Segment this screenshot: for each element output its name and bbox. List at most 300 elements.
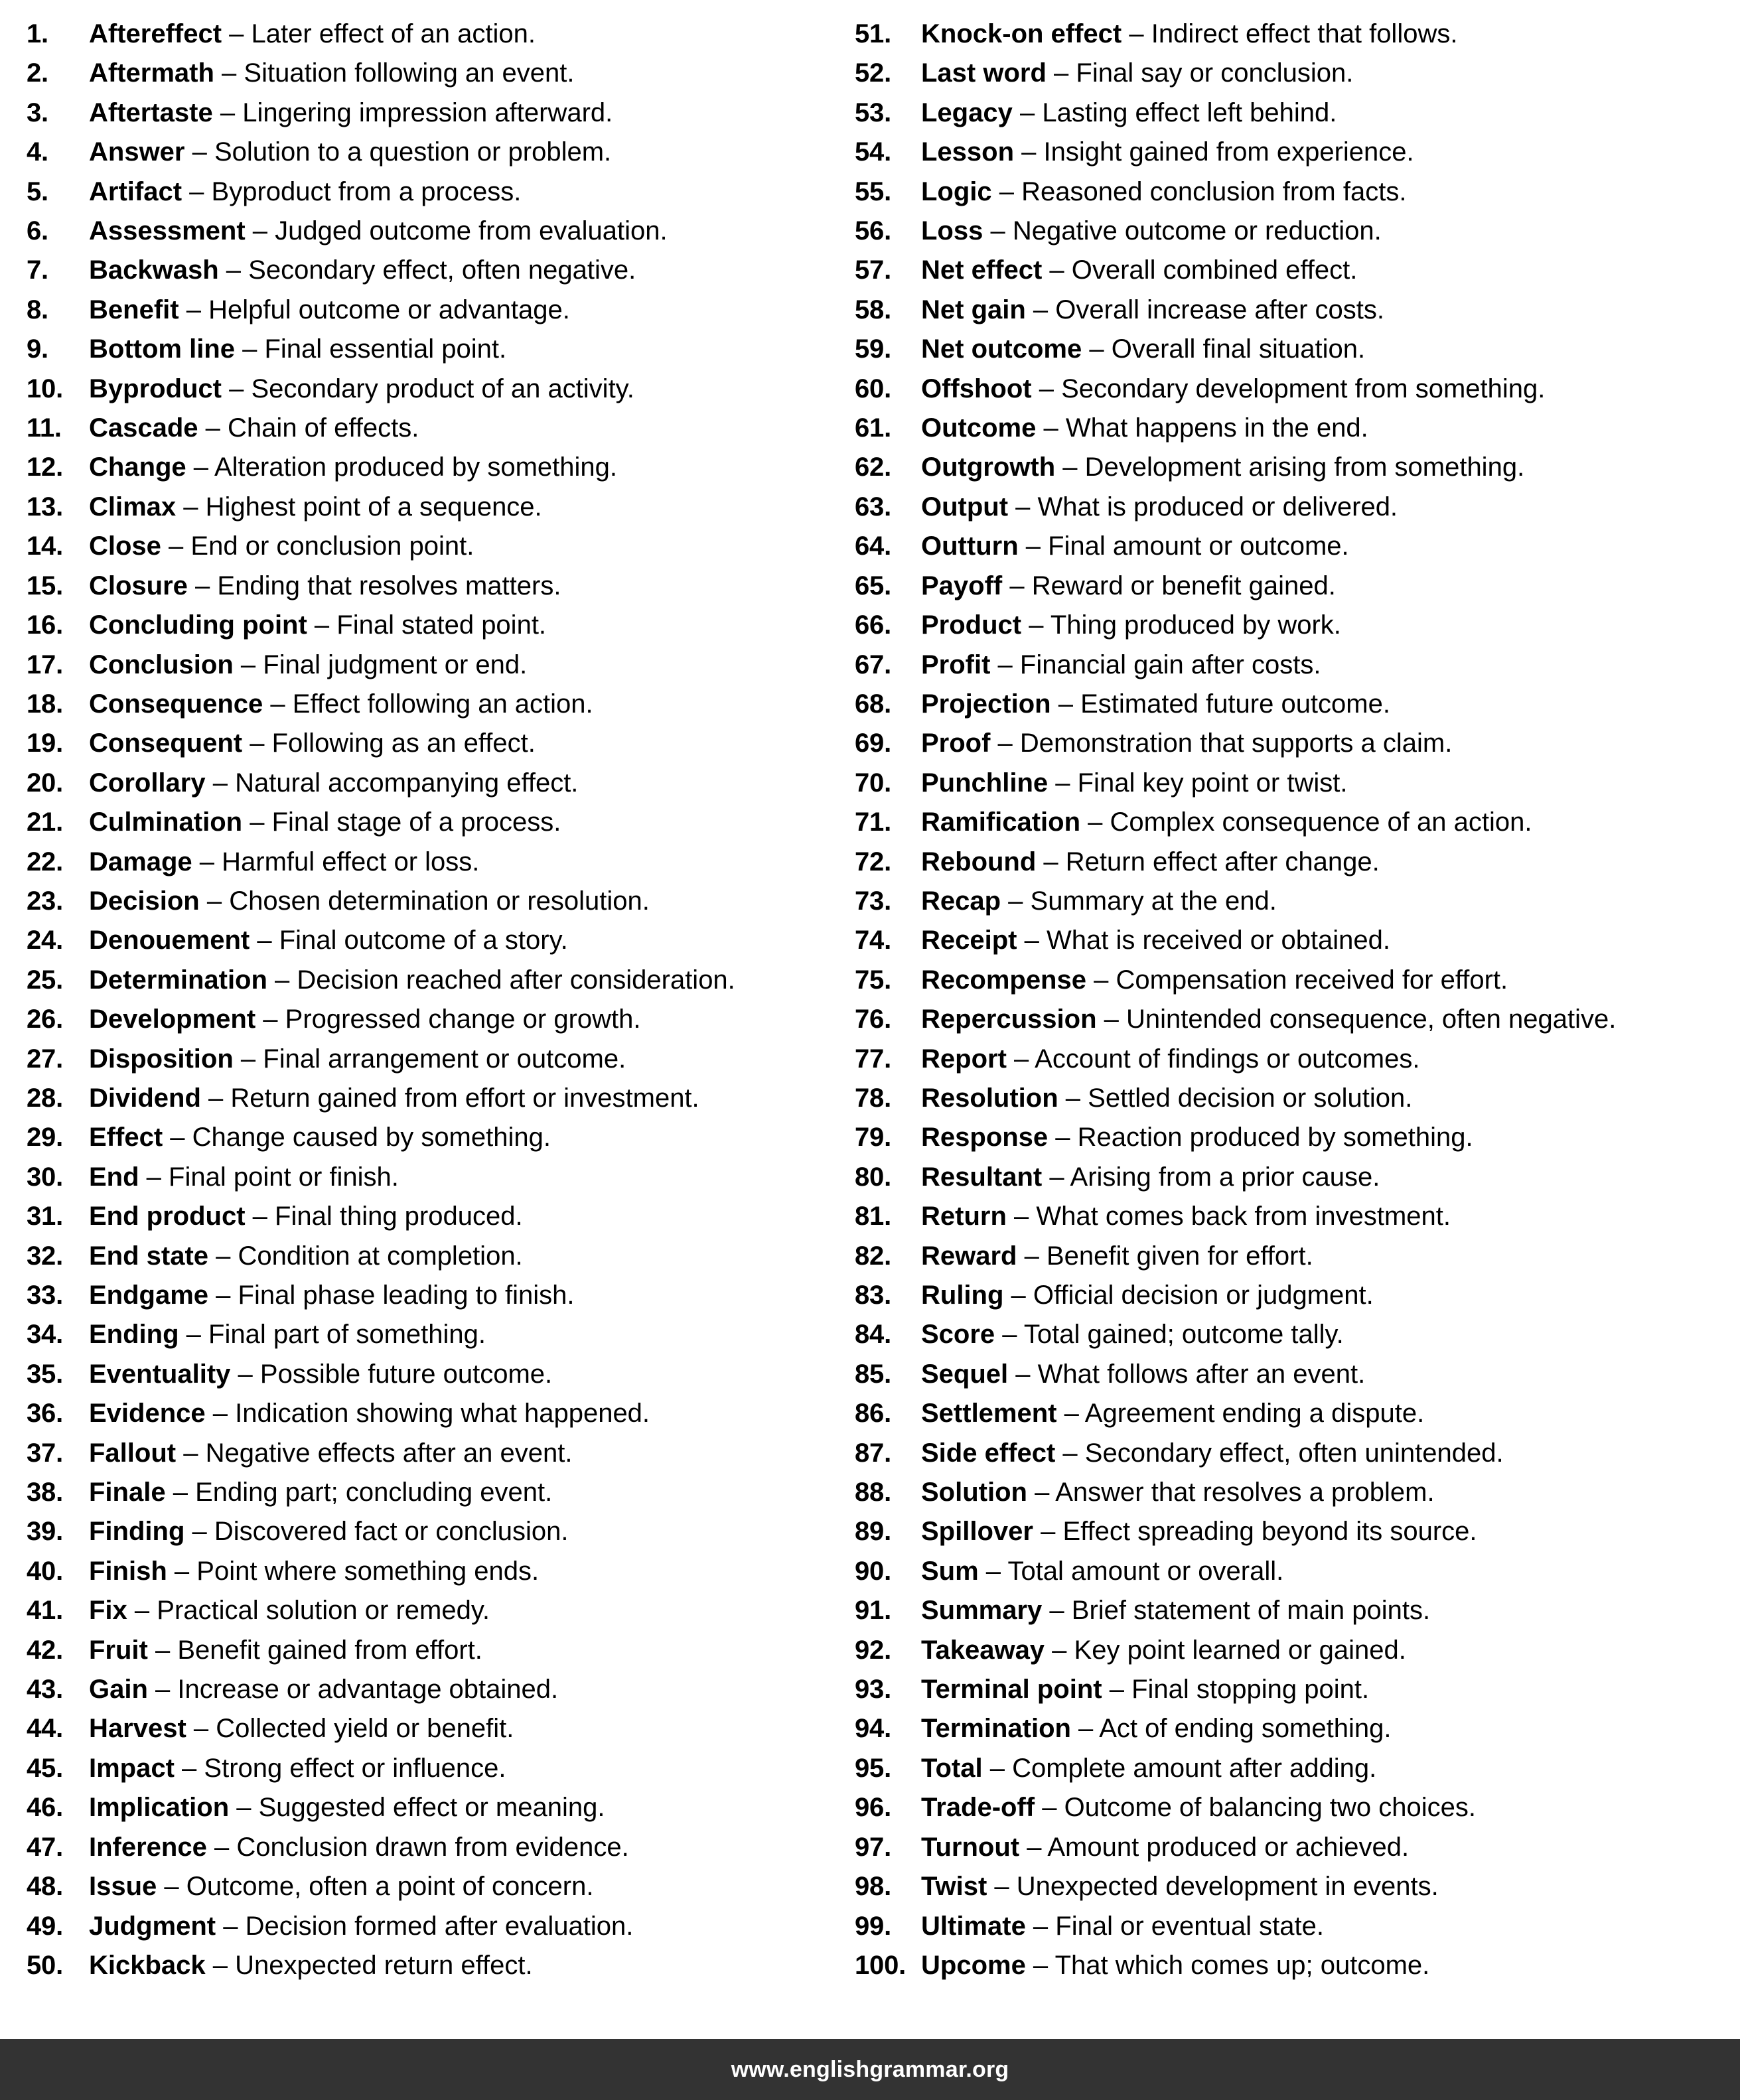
list-item	[855, 1631, 1740, 1670]
list-item-number: 12.	[27, 453, 64, 482]
list-item-number: 24.	[27, 926, 64, 955]
list-item-term: Assessment	[89, 216, 246, 246]
list-item	[855, 567, 1740, 606]
list-item	[27, 1788, 830, 1827]
list-item-separator: –	[157, 1872, 186, 1902]
list-item	[855, 764, 1740, 803]
list-item-number: 90.	[855, 1556, 892, 1586]
list-item-body	[921, 803, 1740, 842]
list-item-body	[89, 173, 830, 212]
list-item-definition: Negative effects after an event.	[205, 1438, 573, 1468]
list-item-number: 26.	[27, 1005, 64, 1034]
list-item-number: 77.	[855, 1044, 892, 1074]
list-item-definition: Helpful outcome or advantage.	[208, 295, 570, 324]
list-item-definition: Indirect effect that follows.	[1151, 19, 1458, 48]
list-item	[855, 1907, 1740, 1946]
list-item-separator: –	[1086, 965, 1116, 995]
list-item-term: Aftermath	[89, 58, 214, 88]
list-item-body	[921, 448, 1740, 487]
list-item-number: 25.	[27, 965, 64, 995]
list-item-definition: Possible future outcome.	[259, 1359, 553, 1389]
list-item-body	[89, 1670, 830, 1709]
list-item-separator: –	[1006, 1202, 1037, 1231]
list-item-number: 97.	[855, 1832, 892, 1862]
list-item-definition: Key point learned or gained.	[1074, 1635, 1406, 1665]
list-item-separator: –	[229, 1793, 259, 1823]
list-item-number: 53.	[855, 98, 892, 127]
list-item-number: 40.	[27, 1556, 64, 1586]
list-item	[27, 1709, 830, 1748]
list-item-body	[921, 1591, 1740, 1630]
list-item-body	[89, 1749, 830, 1788]
list-item-number: 1.	[27, 19, 48, 48]
list-item	[855, 448, 1740, 487]
list-item-number: 35.	[27, 1359, 64, 1389]
list-item-number: 13.	[27, 492, 64, 522]
list-item-term: Return	[921, 1202, 1007, 1231]
synonym-list-right	[855, 15, 1740, 1985]
list-item	[855, 488, 1740, 527]
list-item	[27, 843, 830, 882]
list-item-term: Artifact	[89, 176, 182, 206]
list-item	[855, 1946, 1740, 1985]
list-item-body	[89, 567, 830, 606]
list-item-term: Implication	[89, 1793, 230, 1823]
list-item-separator: –	[1027, 1478, 1056, 1507]
list-item	[27, 1000, 830, 1039]
list-item-term: Byproduct	[89, 374, 222, 403]
list-item-definition: Final say or conclusion.	[1076, 58, 1354, 88]
list-item-body	[921, 1907, 1740, 1946]
list-item-definition: Suggested effect or meaning.	[258, 1793, 605, 1823]
list-item-separator: –	[182, 176, 212, 206]
list-item-body	[89, 1118, 830, 1157]
list-item	[855, 1473, 1740, 1512]
list-item-definition: Settled decision or solution.	[1088, 1083, 1413, 1113]
list-item-definition: Byproduct from a process.	[211, 176, 522, 206]
list-item	[27, 1631, 830, 1670]
list-item	[855, 724, 1740, 763]
list-item-number: 73.	[855, 886, 892, 916]
list-item	[855, 1512, 1740, 1551]
list-item-term: Offshoot	[921, 374, 1032, 403]
list-item	[855, 1828, 1740, 1867]
list-item-number: 41.	[27, 1596, 64, 1626]
list-item-separator: –	[167, 1556, 197, 1586]
list-item-separator: –	[982, 1753, 1013, 1783]
list-item-definition: Final outcome of a story.	[279, 926, 568, 955]
list-item-body	[921, 1552, 1740, 1591]
list-item-definition: Secondary development from something.	[1061, 374, 1546, 403]
list-item-term: Ending	[89, 1320, 179, 1350]
list-item	[27, 409, 830, 448]
list-item-body	[89, 882, 830, 921]
list-item	[855, 173, 1740, 212]
list-item-body	[921, 764, 1740, 803]
list-item-term: Receipt	[921, 926, 1017, 955]
list-item-separator: –	[184, 137, 214, 167]
list-item-term: Last word	[921, 58, 1047, 88]
list-item	[855, 1867, 1740, 1906]
list-item-body	[89, 1079, 830, 1118]
list-item	[855, 212, 1740, 251]
list-item-definition: Insight gained from experience.	[1043, 137, 1414, 167]
list-item-term: Lesson	[921, 137, 1015, 167]
list-item-body	[89, 685, 830, 724]
list-item-body	[89, 1512, 830, 1551]
list-item-body	[89, 54, 830, 93]
list-item-definition: Effect spreading beyond its source.	[1062, 1517, 1477, 1547]
list-item-term: Benefit	[89, 295, 179, 324]
list-item-number: 52.	[855, 58, 892, 88]
list-item-definition: Thing produced by work.	[1050, 610, 1341, 640]
list-item-definition: Account of findings or outcomes.	[1035, 1044, 1420, 1074]
list-item-term: Total	[921, 1753, 983, 1783]
list-item-number: 88.	[855, 1478, 892, 1507]
list-item-number: 91.	[855, 1596, 892, 1626]
list-item-definition: Total amount or overall.	[1007, 1556, 1284, 1586]
list-item-body	[921, 1670, 1740, 1709]
list-item-definition: Harmful effect or loss.	[222, 847, 480, 876]
list-item-number: 99.	[855, 1911, 892, 1941]
list-item-body	[89, 843, 830, 882]
list-item-separator: –	[1002, 571, 1032, 600]
list-item-number: 69.	[855, 729, 892, 758]
list-item-body	[89, 1158, 830, 1197]
list-item-body	[89, 1788, 830, 1827]
list-item-number: 55.	[855, 176, 892, 206]
list-item-separator: –	[242, 807, 272, 837]
list-item	[27, 133, 830, 172]
list-item-number: 96.	[855, 1793, 892, 1823]
list-item-term: Bottom line	[89, 334, 235, 364]
list-item-separator: –	[206, 1832, 237, 1862]
list-item-term: Net effect	[921, 255, 1043, 285]
list-item-separator: –	[1014, 137, 1044, 167]
list-item	[27, 882, 830, 921]
list-item-term: Backwash	[89, 255, 219, 285]
list-item-term: Report	[921, 1044, 1007, 1074]
list-item-separator: –	[245, 216, 275, 246]
list-item-body	[921, 1237, 1740, 1276]
list-item-separator: –	[233, 650, 263, 679]
list-item-term: Answer	[89, 137, 185, 167]
list-item-definition: Progressed change or growth.	[285, 1005, 641, 1034]
list-item-term: Finish	[89, 1556, 167, 1586]
list-item	[855, 409, 1740, 448]
list-item-term: Corollary	[89, 768, 206, 798]
list-item-definition: Final stopping point.	[1131, 1675, 1370, 1705]
list-item-body	[921, 1709, 1740, 1748]
list-item-number: 59.	[855, 334, 892, 364]
list-item-term: Rebound	[921, 847, 1037, 876]
list-item	[855, 646, 1740, 685]
list-item-definition: Arising from a prior cause.	[1070, 1162, 1380, 1192]
list-item-body	[921, 1473, 1740, 1512]
list-item-number: 64.	[855, 531, 892, 561]
list-item-number: 17.	[27, 650, 64, 679]
list-item-number: 37.	[27, 1438, 64, 1468]
list-item-term: Output	[921, 492, 1009, 522]
list-item-body	[921, 606, 1740, 645]
list-item-definition: Point where something ends.	[196, 1556, 540, 1586]
list-item-separator: –	[263, 689, 293, 719]
list-item-term: Decision	[89, 886, 200, 916]
list-item-number: 94.	[855, 1714, 892, 1744]
list-item-separator: –	[187, 571, 218, 600]
list-item	[855, 1394, 1740, 1433]
list-item-number: 7.	[27, 255, 48, 285]
list-item-separator: –	[978, 1556, 1008, 1586]
list-item	[855, 1355, 1740, 1394]
list-item	[27, 54, 830, 93]
list-item-body	[921, 488, 1740, 527]
synonym-list-left	[27, 15, 830, 1985]
list-item-number: 70.	[855, 768, 892, 798]
list-item-definition: Unexpected return effect.	[235, 1950, 533, 1980]
list-item-body	[89, 1591, 830, 1630]
list-item-body	[921, 173, 1740, 212]
list-item-definition: Discovered fact or conclusion.	[214, 1517, 569, 1547]
list-item-term: Termination	[921, 1714, 1071, 1744]
list-item-separator: –	[1035, 1793, 1064, 1823]
list-item-body	[89, 1473, 830, 1512]
list-item-definition: What comes back from investment.	[1036, 1202, 1451, 1231]
list-item	[855, 1315, 1740, 1354]
list-item-term: Inference	[89, 1832, 207, 1862]
list-item-body	[89, 527, 830, 566]
list-item-definition: Final amount or outcome.	[1048, 531, 1349, 561]
list-item-term: Consequence	[89, 689, 263, 719]
list-item	[27, 448, 830, 487]
list-item-term: Loss	[921, 216, 983, 246]
list-item-term: Dividend	[89, 1083, 201, 1113]
list-item-body	[89, 133, 830, 172]
list-item-number: 85.	[855, 1359, 892, 1389]
list-item-number: 33.	[27, 1281, 64, 1310]
list-item-separator: –	[1051, 689, 1081, 719]
list-item-body	[89, 448, 830, 487]
list-item-body	[921, 370, 1740, 409]
list-item-definition: Demonstration that supports a claim.	[1019, 729, 1453, 758]
list-item-number: 74.	[855, 926, 892, 955]
list-item-term: End	[89, 1162, 139, 1192]
list-item-body	[89, 1276, 830, 1315]
list-item-separator: –	[1082, 334, 1112, 364]
list-item-term: Solution	[921, 1478, 1027, 1507]
list-item-separator: –	[176, 1438, 206, 1468]
list-item-definition: Collected yield or benefit.	[216, 1714, 514, 1744]
list-item-body	[89, 961, 830, 1000]
list-item	[27, 1040, 830, 1079]
list-item-definition: Financial gain after costs.	[1019, 650, 1321, 679]
list-item-definition: That which comes up; outcome.	[1054, 1950, 1430, 1980]
list-item-term: Ultimate	[921, 1911, 1026, 1941]
list-item-term: Proof	[921, 729, 991, 758]
list-item	[27, 251, 830, 290]
list-item-definition: Following as an effect.	[271, 729, 536, 758]
list-item-separator: –	[1102, 1675, 1132, 1705]
list-item-separator: –	[1096, 1005, 1127, 1034]
list-item-number: 89.	[855, 1517, 892, 1547]
list-item-term: Aftertaste	[89, 98, 213, 127]
list-item-definition: Situation following an event.	[244, 58, 575, 88]
list-item	[855, 330, 1740, 369]
list-item-definition: Final essential point.	[264, 334, 507, 364]
list-item-separator: –	[1055, 1438, 1085, 1468]
list-item-definition: Benefit gained from effort.	[177, 1635, 482, 1665]
list-item-separator: –	[991, 176, 1022, 206]
list-item-definition: Overall increase after costs.	[1055, 295, 1385, 324]
list-item-number: 11.	[27, 413, 62, 443]
list-item-number: 20.	[27, 768, 64, 798]
list-item-term: Profit	[921, 650, 991, 679]
list-item-definition: Complex consequence of an action.	[1110, 807, 1532, 837]
list-item-definition: Reasoned conclusion from facts.	[1021, 176, 1407, 206]
list-item-body	[921, 1749, 1740, 1788]
list-item-body	[89, 764, 830, 803]
list-item-term: Outturn	[921, 531, 1019, 561]
list-item-term: Spillover	[921, 1517, 1033, 1547]
list-item-separator: –	[147, 1675, 178, 1705]
list-item-definition: Overall final situation.	[1111, 334, 1366, 364]
list-item-separator: –	[1006, 1044, 1035, 1074]
list-item-term: End state	[89, 1241, 209, 1271]
list-item-definition: Indication showing what happened.	[235, 1399, 650, 1429]
list-item-number: 47.	[27, 1832, 64, 1862]
list-item-body	[921, 212, 1740, 251]
list-item-definition: Agreement ending a dispute.	[1084, 1399, 1425, 1429]
list-item-body	[921, 1355, 1740, 1394]
list-item-definition: Final thing produced.	[275, 1202, 523, 1231]
list-item-term: Finding	[89, 1517, 185, 1547]
list-item-separator: –	[200, 1083, 231, 1113]
list-item	[27, 15, 830, 54]
list-item	[27, 370, 830, 409]
list-item-separator: –	[245, 1202, 275, 1231]
list-item-body	[921, 1434, 1740, 1473]
list-item-number: 63.	[855, 492, 892, 522]
list-item-separator: –	[1048, 1123, 1078, 1153]
list-item-term: Trade-off	[921, 1793, 1035, 1823]
list-item-separator: –	[216, 1911, 246, 1941]
list-item-definition: Outcome of balancing two choices.	[1064, 1793, 1476, 1823]
list-item-body	[89, 330, 830, 369]
list-item	[855, 843, 1740, 882]
list-item-body	[89, 1040, 830, 1079]
list-item-body	[921, 1315, 1740, 1354]
list-item-number: 44.	[27, 1714, 64, 1744]
list-item-body	[89, 1907, 830, 1946]
list-item-definition: Return effect after change.	[1065, 847, 1380, 876]
list-item-separator: –	[1070, 1714, 1100, 1744]
list-item-term: Side effect	[921, 1438, 1056, 1468]
list-item-term: Cascade	[89, 413, 198, 443]
list-item-definition: Increase or advantage obtained.	[177, 1675, 559, 1705]
list-item-definition: Complete amount after adding.	[1012, 1753, 1377, 1783]
list-item-separator: –	[1025, 1911, 1056, 1941]
list-item-separator: –	[250, 926, 279, 955]
list-item-separator: –	[1018, 531, 1049, 561]
list-item	[27, 1907, 830, 1946]
list-item	[27, 1197, 830, 1236]
list-item-separator: –	[222, 19, 252, 48]
list-item-number: 78.	[855, 1083, 892, 1113]
list-item-term: End product	[89, 1202, 246, 1231]
list-item-body	[921, 685, 1740, 724]
list-item-definition: Secondary product of an activity.	[251, 374, 634, 403]
list-item-definition: Decision reached after consideration.	[297, 965, 735, 995]
list-item-body	[89, 1237, 830, 1276]
list-item-definition: Practical solution or remedy.	[157, 1596, 490, 1626]
list-item	[855, 1158, 1740, 1197]
list-item-body	[921, 251, 1740, 290]
list-item-number: 9.	[27, 334, 48, 364]
list-item-definition: Reward or benefit gained.	[1031, 571, 1336, 600]
list-item-definition: Ending part; concluding event.	[195, 1478, 553, 1507]
list-item-term: Gain	[89, 1675, 148, 1705]
list-item-number: 18.	[27, 689, 64, 719]
list-item-separator: –	[1008, 1359, 1038, 1389]
list-item-term: Settlement	[921, 1399, 1057, 1429]
list-item	[27, 724, 830, 763]
list-item-number: 66.	[855, 610, 892, 640]
list-item	[27, 330, 830, 369]
list-item-separator: –	[1033, 1517, 1063, 1547]
footer-site-url: www.englishgrammar.org	[731, 2056, 1009, 2082]
list-item	[855, 54, 1740, 93]
list-item-number: 45.	[27, 1753, 64, 1783]
list-item-number: 60.	[855, 374, 892, 403]
list-item-term: Aftereffect	[89, 19, 222, 48]
list-item-term: Net outcome	[921, 334, 1082, 364]
list-item-definition: Unintended consequence, often negative.	[1126, 1005, 1617, 1034]
list-item-separator: –	[234, 334, 265, 364]
list-item-body	[89, 1552, 830, 1591]
list-item-body	[89, 1000, 830, 1039]
list-item-number: 80.	[855, 1162, 892, 1192]
list-item-term: Concluding point	[89, 610, 307, 640]
list-item-body	[89, 1828, 830, 1867]
list-item-separator: –	[1001, 886, 1031, 916]
list-item-number: 92.	[855, 1635, 892, 1665]
list-item-separator: –	[1042, 255, 1072, 285]
list-item-number: 39.	[27, 1517, 64, 1547]
list-item	[27, 567, 830, 606]
list-item-separator: –	[1021, 610, 1051, 640]
list-item	[27, 1079, 830, 1118]
list-item-body	[89, 94, 830, 133]
list-item-definition: Judged outcome from evaluation.	[275, 216, 668, 246]
list-item-term: Resultant	[921, 1162, 1043, 1192]
list-item-separator: –	[987, 1872, 1017, 1902]
list-item	[27, 1315, 830, 1354]
list-item-definition: Outcome, often a point of concern.	[186, 1872, 594, 1902]
list-item	[855, 685, 1740, 724]
list-item-separator: –	[218, 255, 249, 285]
list-item-separator: –	[205, 768, 236, 798]
list-item-body	[921, 1040, 1740, 1079]
list-item-number: 28.	[27, 1083, 64, 1113]
list-item-separator: –	[233, 1044, 263, 1074]
list-item-term: Twist	[921, 1872, 987, 1902]
list-item-body	[89, 1355, 830, 1394]
list-item-separator: –	[208, 1281, 238, 1310]
list-item-body	[89, 291, 830, 330]
list-item-separator: –	[214, 58, 244, 88]
list-item-definition: Lingering impression afterward.	[242, 98, 613, 127]
list-item	[27, 1276, 830, 1315]
